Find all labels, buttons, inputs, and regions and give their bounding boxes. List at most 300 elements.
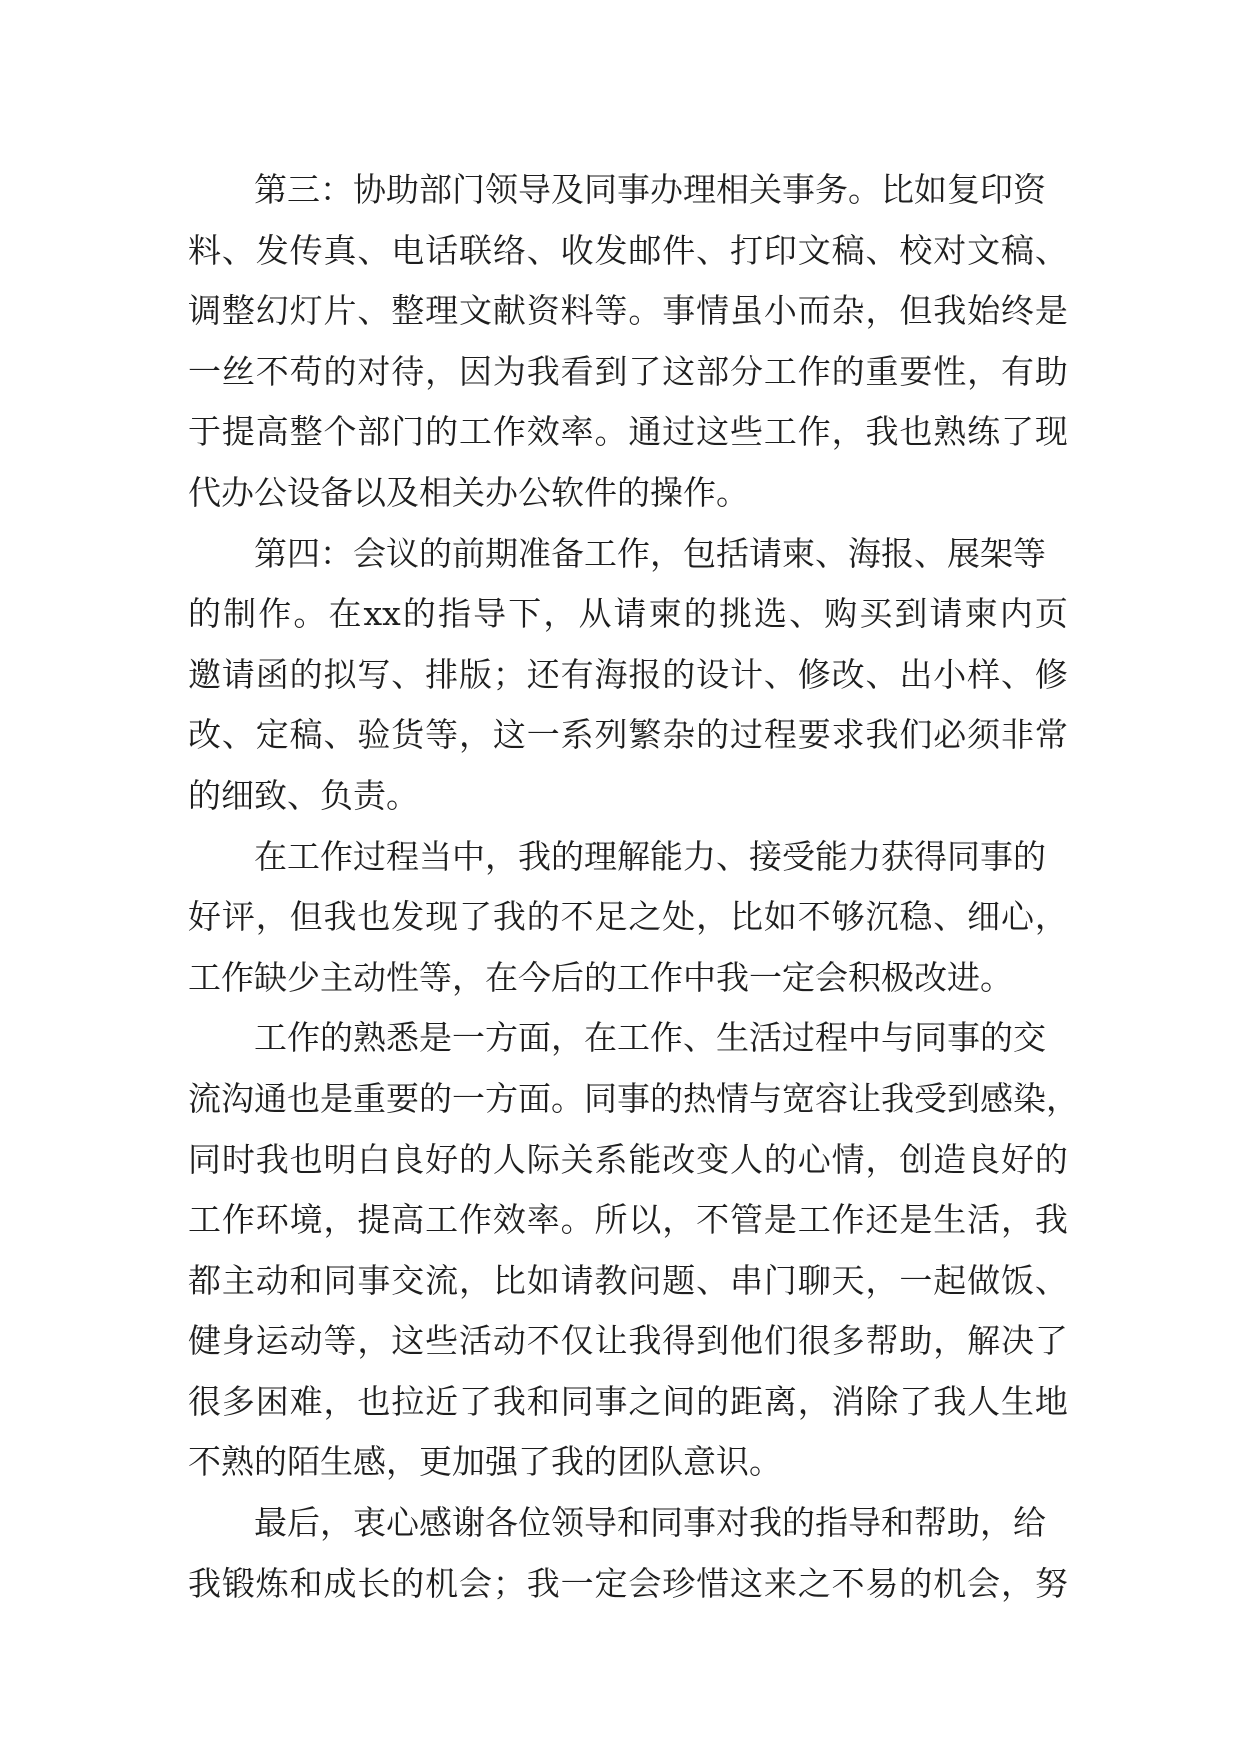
glyph: 、 [696, 230, 730, 270]
glyph: 率 [560, 412, 594, 452]
glyph: 比 [492, 1260, 526, 1300]
glyph: 他 [730, 1321, 763, 1361]
glyph: 沉 [865, 897, 899, 937]
glyph: 下 [508, 594, 542, 634]
glyph: 的 [763, 1139, 797, 1179]
glyph: 也 [357, 1381, 391, 1421]
glyph: 导 [473, 594, 507, 634]
glyph: 饭 [1001, 1260, 1034, 1300]
glyph: 改 [831, 654, 865, 694]
glyph: 、 [221, 715, 255, 755]
glyph: 作 [221, 1200, 255, 1240]
glyph: 小 [763, 291, 797, 331]
glyph: 身 [221, 1321, 255, 1361]
glyph: 因 [459, 351, 492, 391]
glyph: 的 [419, 1078, 452, 1118]
glyph: 很 [188, 1381, 221, 1421]
glyph: ， [425, 351, 459, 391]
glyph: 也 [357, 897, 391, 937]
glyph: 制 [223, 594, 257, 634]
paragraph-line [188, 645, 1068, 706]
glyph: ， [865, 1139, 899, 1179]
glyph: 变 [696, 1139, 730, 1179]
glyph: 丝 [221, 351, 255, 391]
glyph: 如 [763, 897, 797, 937]
paragraph-line [188, 1069, 1079, 1130]
glyph: 这 [391, 1321, 425, 1361]
glyph: 困 [255, 1381, 289, 1421]
glyph: 些 [730, 412, 763, 452]
glyph: 。 [551, 1078, 584, 1118]
glyph: 高 [255, 412, 289, 452]
glyph: 教 [594, 1260, 628, 1300]
glyph: 我 [865, 715, 899, 755]
glyph: 程 [763, 715, 797, 755]
glyph: 作 [258, 594, 292, 634]
glyph: 际 [526, 1139, 560, 1179]
glyph: 的 [526, 897, 560, 937]
glyph: 工 [425, 1200, 459, 1240]
glyph: 印 [763, 230, 797, 270]
glyph: 熟 [933, 412, 967, 452]
glyph: 们 [899, 715, 933, 755]
glyph: 到 [594, 351, 628, 391]
paragraph-line: 最后，衷心感谢各位领导和同事对我的指导和帮助，给 [254, 1503, 1046, 1543]
glyph: 了 [459, 897, 492, 937]
glyph: 虽 [730, 291, 763, 331]
glyph: 我 [492, 1381, 526, 1421]
glyph: 通 [254, 1078, 287, 1118]
glyph: 境 [289, 1200, 323, 1240]
glyph: 些 [425, 1321, 459, 1361]
glyph: 我 [1034, 1200, 1068, 1240]
glyph: 不 [526, 1321, 560, 1361]
glyph: 努 [1034, 1563, 1068, 1603]
glyph: 修 [1034, 654, 1068, 694]
glyph: 之 [628, 1381, 662, 1421]
glyph: 的 [188, 594, 221, 634]
glyph: 、 [865, 230, 899, 270]
glyph: 良 [391, 1139, 425, 1179]
paragraph-line: 工作的熟悉是一方面，在工作、生活过程中与同事的交 [254, 1018, 1046, 1058]
glyph: ， [1046, 1078, 1079, 1118]
glyph: 人 [967, 1381, 1001, 1421]
glyph: 电 [391, 230, 425, 270]
glyph: 也 [289, 1139, 323, 1179]
glyph: ， [543, 594, 577, 634]
glyph: 对 [933, 230, 967, 270]
glyph: 于 [188, 412, 221, 452]
glyph: 管 [730, 1200, 763, 1240]
paragraph-line [188, 1311, 1068, 1372]
glyph: 珍 [662, 1563, 696, 1603]
glyph: 都 [188, 1260, 221, 1300]
glyph: 受 [914, 1078, 947, 1118]
glyph: 分 [730, 351, 763, 391]
glyph: 的 [1034, 1139, 1068, 1179]
glyph: 传 [289, 230, 323, 270]
glyph: 发 [594, 230, 628, 270]
glyph: 率 [526, 1200, 560, 1240]
glyph: 惜 [696, 1563, 730, 1603]
glyph: 货 [391, 715, 425, 755]
glyph: 工 [459, 412, 492, 452]
glyph: 了 [459, 1381, 492, 1421]
glyph: ， [696, 897, 730, 937]
glyph: 不 [797, 897, 831, 937]
glyph: 染 [1013, 1078, 1046, 1118]
glyph: 我 [933, 291, 967, 331]
glyph: 的 [831, 351, 865, 391]
glyph: 、 [391, 654, 425, 694]
glyph: 要 [386, 1078, 419, 1118]
glyph: 的 [899, 1563, 933, 1603]
glyph: 在 [328, 594, 362, 634]
glyph: 消 [831, 1381, 865, 1421]
glyph: 校 [899, 230, 933, 270]
glyph: ； [492, 1563, 526, 1603]
glyph: 炼 [255, 1563, 289, 1603]
paragraph-line [188, 584, 1068, 645]
glyph: 繁 [628, 715, 662, 755]
glyph: 请 [221, 654, 255, 694]
glyph: 明 [323, 1139, 357, 1179]
glyph: 问 [628, 1260, 662, 1300]
glyph: 帮 [865, 1321, 899, 1361]
glyph: 这 [662, 351, 696, 391]
glyph: 买 [859, 594, 893, 634]
paragraph-line [188, 1372, 1068, 1433]
glyph: 系 [594, 1139, 628, 1179]
glyph: 是 [899, 1200, 933, 1240]
glyph: 杂 [662, 715, 696, 755]
glyph: 修 [797, 654, 831, 694]
glyph: 还 [526, 654, 560, 694]
glyph: 这 [492, 715, 526, 755]
glyph: 须 [967, 715, 1001, 755]
glyph: 距 [730, 1381, 763, 1421]
glyph: 感 [980, 1078, 1013, 1118]
glyph: 通 [628, 412, 662, 452]
glyph: 我 [881, 1078, 914, 1118]
glyph: 写 [357, 654, 391, 694]
glyph: 改 [662, 1139, 696, 1179]
glyph: 、 [1034, 1260, 1068, 1300]
glyph: 一 [452, 1078, 485, 1118]
glyph: 系 [560, 715, 594, 755]
glyph: 交 [391, 1260, 425, 1300]
glyph: 之 [628, 897, 662, 937]
glyph: 人 [492, 1139, 526, 1179]
glyph: ， [831, 412, 865, 452]
glyph: 柬 [964, 594, 998, 634]
glyph: 白 [357, 1139, 391, 1179]
glyph: 理 [425, 291, 459, 331]
glyph: 部 [696, 351, 730, 391]
glyph: 门 [391, 412, 425, 452]
paragraph-line: 在工作过程当中，我的理解能力、接受能力获得同事的 [254, 836, 1046, 876]
glyph: 这 [696, 412, 730, 452]
glyph: 文 [967, 230, 1001, 270]
glyph: 流 [425, 1260, 459, 1300]
paragraph-line [188, 281, 1068, 342]
glyph: 的 [683, 594, 717, 634]
glyph: 做 [967, 1260, 1001, 1300]
glyph: 对 [357, 351, 391, 391]
glyph: 成 [323, 1563, 357, 1603]
glyph: 过 [662, 412, 696, 452]
glyph: 高 [391, 1200, 425, 1240]
glyph: 好 [425, 1139, 459, 1179]
glyph: 我 [933, 1381, 967, 1421]
glyph: 现 [1034, 412, 1068, 452]
glyph: 。 [293, 594, 327, 634]
paragraph-line [188, 1190, 1068, 1251]
glyph: 终 [1001, 291, 1034, 331]
glyph: 我 [323, 897, 357, 937]
glyph: 了 [899, 1381, 933, 1421]
paragraph-line: 不熟的陌生感，更加强了我的团队意识。 [188, 1442, 782, 1482]
glyph: 献 [492, 291, 526, 331]
glyph: 聊 [797, 1260, 831, 1300]
glyph: 、 [763, 654, 797, 694]
glyph: 工 [763, 351, 797, 391]
glyph: 方 [485, 1078, 518, 1118]
glyph: 要 [899, 351, 933, 391]
glyph: 一 [899, 1260, 933, 1300]
glyph: 容 [815, 1078, 848, 1118]
glyph: 常 [1034, 715, 1068, 755]
glyph: 的 [650, 1078, 683, 1118]
glyph: 我 [526, 351, 560, 391]
glyph: ， [1001, 1200, 1034, 1240]
glyph: ， [459, 715, 492, 755]
glyph: 定 [255, 715, 289, 755]
glyph: 杂 [831, 291, 865, 331]
glyph: 是 [1034, 291, 1068, 331]
glyph: 选 [753, 594, 787, 634]
glyph: 作 [459, 1200, 492, 1240]
glyph: 动 [255, 1260, 289, 1300]
glyph: 、 [865, 654, 899, 694]
glyph: 长 [357, 1563, 391, 1603]
glyph: 整 [391, 291, 425, 331]
paragraph-line: 代办公设备以及相关办公软件的操作。 [188, 472, 749, 512]
paragraph-line [188, 705, 1068, 766]
glyph: 工 [763, 412, 797, 452]
glyph: 性 [933, 351, 967, 391]
glyph: 与 [749, 1078, 782, 1118]
glyph: 门 [763, 1260, 797, 1300]
glyph: 过 [730, 715, 763, 755]
glyph: 有 [560, 654, 594, 694]
glyph: 等 [323, 1321, 357, 1361]
glyph: 事 [662, 291, 696, 331]
glyph: 活 [967, 1200, 1001, 1240]
glyph: 很 [797, 1321, 831, 1361]
glyph: ， [967, 351, 1001, 391]
glyph: ， [865, 291, 899, 331]
glyph: 所 [594, 1200, 628, 1240]
glyph: 挑 [718, 594, 752, 634]
glyph: 关 [560, 1139, 594, 1179]
glyph: 柬 [648, 594, 682, 634]
glyph: ， [662, 1200, 696, 1240]
glyph: 良 [967, 1139, 1001, 1179]
glyph: 定 [594, 1563, 628, 1603]
glyph: 改 [188, 715, 221, 755]
glyph: 作 [492, 412, 526, 452]
glyph: ， [323, 1381, 357, 1421]
glyph: 版 [459, 654, 492, 694]
glyph: 比 [730, 897, 763, 937]
glyph: 的 [323, 351, 357, 391]
glyph: 排 [425, 654, 459, 694]
glyph: 发 [255, 230, 289, 270]
glyph: 让 [848, 1078, 881, 1118]
glyph: 调 [188, 291, 221, 331]
glyph: 有 [1001, 351, 1034, 391]
glyph: 到 [947, 1078, 980, 1118]
glyph: 而 [797, 291, 831, 331]
glyph: 提 [221, 412, 255, 452]
glyph: 件 [662, 230, 696, 270]
glyph: 联 [459, 230, 492, 270]
glyph: 天 [831, 1260, 865, 1300]
glyph: 人 [730, 1139, 763, 1179]
glyph: 来 [763, 1563, 797, 1603]
glyph: 这 [730, 1563, 763, 1603]
glyph: 出 [899, 654, 933, 694]
glyph: 会 [459, 1563, 492, 1603]
glyph: 稿 [1001, 230, 1034, 270]
glyph: 重 [353, 1078, 386, 1118]
glyph: 请 [560, 1260, 594, 1300]
glyph: 和 [289, 1563, 323, 1603]
paragraph-line: 第四：会议的前期准备工作，包括请柬、海报、展架等 [254, 533, 1046, 573]
glyph: 、 [696, 1260, 730, 1300]
glyph: 和 [526, 1381, 560, 1421]
glyph: 情 [716, 1078, 749, 1118]
glyph: 活 [459, 1321, 492, 1361]
glyph: 待 [391, 351, 425, 391]
glyph: 络 [492, 230, 526, 270]
glyph: 仅 [560, 1321, 594, 1361]
glyph: 工 [188, 1200, 221, 1240]
glyph: 评 [221, 897, 255, 937]
document-body [188, 160, 1079, 1614]
paragraph-line [188, 402, 1068, 463]
glyph: xx [363, 594, 401, 634]
glyph: 幻 [255, 291, 289, 331]
glyph: 我 [255, 1139, 289, 1179]
glyph: 现 [425, 897, 459, 937]
glyph: 地 [1034, 1381, 1068, 1421]
glyph: 资 [526, 291, 560, 331]
glyph: 事 [594, 1381, 628, 1421]
glyph: 情 [696, 291, 730, 331]
glyph: 不 [831, 1563, 865, 1603]
glyph: 请 [613, 594, 647, 634]
glyph: 个 [323, 412, 357, 452]
glyph: 、 [1034, 230, 1068, 270]
glyph: 难 [289, 1381, 323, 1421]
paragraph-line: 的细致、负责。 [188, 775, 419, 815]
glyph: 的 [696, 1381, 730, 1421]
glyph: 内 [999, 594, 1033, 634]
glyph: 心 [797, 1139, 831, 1179]
glyph: 我 [492, 897, 526, 937]
glyph: 主 [221, 1260, 255, 1300]
glyph: 好 [1001, 1139, 1034, 1179]
glyph: 稿 [289, 715, 323, 755]
glyph: 的 [696, 715, 730, 755]
glyph: 宽 [782, 1078, 815, 1118]
glyph: 页 [1034, 594, 1068, 634]
glyph: 收 [560, 230, 594, 270]
glyph: 让 [594, 1321, 628, 1361]
glyph: 小 [933, 654, 967, 694]
glyph: 练 [967, 412, 1001, 452]
glyph: 设 [696, 654, 730, 694]
glyph: 稳 [899, 897, 933, 937]
glyph: 料 [188, 230, 221, 270]
glyph: 海 [594, 654, 628, 694]
glyph: ， [797, 1381, 831, 1421]
glyph: 苟 [289, 351, 323, 391]
glyph: ， [459, 1260, 492, 1300]
glyph: 、 [323, 715, 357, 755]
glyph: 。 [594, 412, 628, 452]
glyph: 、 [221, 230, 255, 270]
glyph: 邮 [628, 230, 662, 270]
glyph: 题 [662, 1260, 696, 1300]
glyph: 细 [967, 897, 1001, 937]
glyph: 指 [438, 594, 471, 634]
glyph: 非 [1001, 715, 1034, 755]
glyph: 热 [683, 1078, 716, 1118]
glyph: 同 [188, 1139, 221, 1179]
glyph: 、 [357, 291, 391, 331]
glyph: 好 [188, 897, 221, 937]
glyph: 灯 [289, 291, 323, 331]
glyph: 验 [357, 715, 391, 755]
glyph: 为 [492, 351, 526, 391]
glyph: 以 [628, 1200, 662, 1240]
glyph: 事 [357, 1260, 391, 1300]
glyph: 发 [391, 897, 425, 937]
glyph: 造 [933, 1139, 967, 1179]
glyph: 整 [221, 291, 255, 331]
glyph: 运 [255, 1321, 289, 1361]
glyph: 等 [594, 291, 628, 331]
glyph: ， [357, 1321, 391, 1361]
glyph: 到 [696, 1321, 730, 1361]
glyph: 近 [425, 1381, 459, 1421]
glyph: 我 [865, 412, 899, 452]
glyph: 、 [933, 897, 967, 937]
glyph: 机 [425, 1563, 459, 1603]
glyph: 们 [763, 1321, 797, 1361]
glyph: 同 [323, 1260, 357, 1300]
glyph: 不 [255, 351, 289, 391]
glyph: 、 [357, 230, 391, 270]
glyph: 同 [584, 1078, 617, 1118]
glyph: 如 [526, 1260, 560, 1300]
glyph: 间 [662, 1381, 696, 1421]
paragraph-line [188, 342, 1068, 403]
glyph: 生 [1001, 1381, 1034, 1421]
